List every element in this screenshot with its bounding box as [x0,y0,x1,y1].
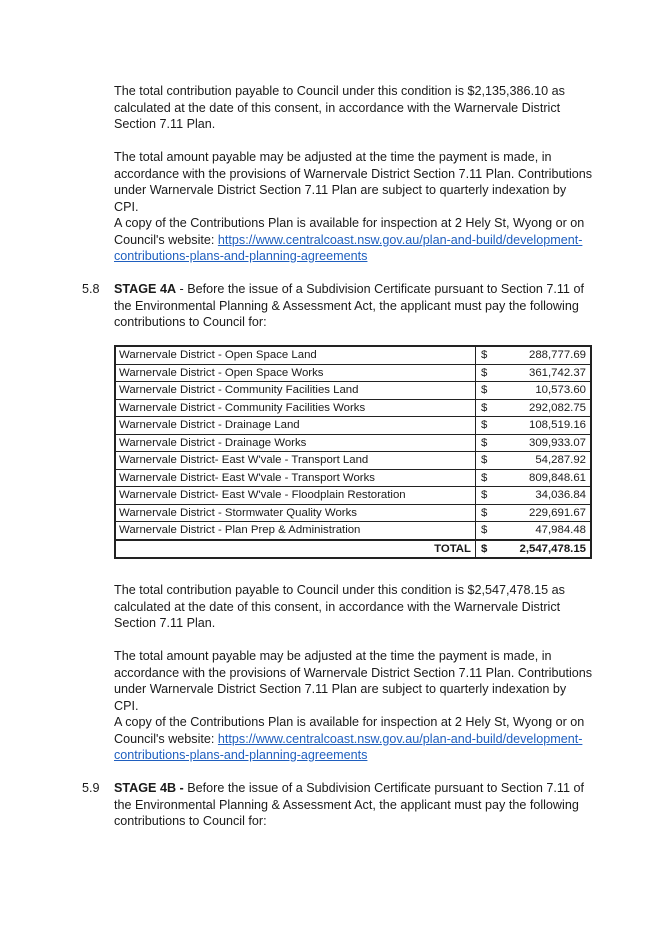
currency-symbol: $ [476,540,503,559]
currency-symbol: $ [476,417,503,435]
contribution-item: Warnervale District - Drainage Land [115,417,476,435]
section-5-9-number: 5.9 [82,781,100,795]
currency-symbol: $ [476,364,503,382]
table-row [115,522,591,540]
table-row [115,364,591,382]
table-row [115,452,591,470]
contribution-amount: 361,742.37 [502,364,591,382]
currency-symbol: $ [476,346,503,364]
contribution-amount: 10,573.60 [502,382,591,400]
table-row [115,399,591,417]
currency-symbol: $ [476,452,503,470]
contribution-item: Warnervale District - Open Space Land [115,346,476,364]
contribution-item: Warnervale District- East W'vale - Floodplain Restoration [115,487,476,505]
section-5-9-stage: STAGE 4B - [114,781,184,795]
section-5-8-number: 5.8 [82,282,100,296]
section-5-8-text: - Before the issue of a Subdivision Certificate pursuant to Section 7.11 of the Environmental Planning & Assessment Act, the applicant must pay the following contributions to Council for: [114,282,584,329]
contribution-amount: 288,777.69 [502,346,591,364]
contribution-item: Warnervale District - Community Facilities Land [115,382,476,400]
top-plan-text: A copy of the Contributions Plan is available for inspection at 2 Hely St, Wyong or on Council's website: [114,216,585,247]
contribution-amount: 229,691.67 [502,504,591,522]
contribution-item: Warnervale District - Community Facilities Works [115,399,476,417]
top-adjustment-paragraph: The total amount payable may be adjusted at the time the payment is made, in accordance with the provisions of Warnervale District Section 7.11 Plan. Contributions under Warnervale District Section 7.11 Plan are subject to quarterly indexation by CPI. [114,150,593,214]
section-5-8-plan-paragraph [114,714,594,764]
contribution-item: Warnervale District - Stormwater Quality Works [115,504,476,522]
section-5-8-total-paragraph: The total contribution payable to Council under this condition is $2,547,478.15 as calculated at the date of this consent, in accordance with the Warnervale District Section 7.11 Plan. [114,583,565,630]
total-amount: 2,547,478.15 [502,540,591,559]
contribution-amount: 47,984.48 [502,522,591,540]
stage-4a-contributions-table [114,345,592,559]
contribution-amount: 292,082.75 [502,399,591,417]
top-plan-paragraph [114,215,594,265]
contribution-item: Warnervale District - Drainage Works [115,434,476,452]
section-5-8-plan-text: A copy of the Contributions Plan is available for inspection at 2 Hely St, Wyong or on Council's website: [114,715,585,746]
section-5-9-text: Before the issue of a Subdivision Certificate pursuant to Section 7.11 of the Environmental Planning & Assessment Act, the applicant must pay the following contributions to Council for: [114,781,584,828]
currency-symbol: $ [476,504,503,522]
currency-symbol: $ [476,434,503,452]
contribution-amount: 809,848.61 [502,469,591,487]
table-row [115,382,591,400]
table-row [115,487,591,505]
contribution-item: Warnervale District - Open Space Works [115,364,476,382]
section-5-8-stage: STAGE 4A [114,282,177,296]
section-5-9-paragraph [114,780,594,830]
section-5-8-adjustment-paragraph: The total amount payable may be adjusted at the time the payment is made, in accordance with the provisions of Warnervale District Section 7.11 Plan. Contributions under Warnervale District Section 7.11 Plan are subject to quarterly indexation by CPI. [114,649,593,713]
table-row [115,417,591,435]
table-row [115,434,591,452]
top-council-website-link[interactable]: https://www.centralcoast.nsw.gov.au/plan-and-build/development-contributions-plans-and-planning-agreements [114,232,583,263]
top-total-paragraph: The total contribution payable to Council under this condition is $2,135,386.10 as calculated at the date of this consent, in accordance with the Warnervale District Section 7.11 Plan. [114,84,565,131]
contribution-item: Warnervale District- East W'vale - Transport Works [115,469,476,487]
total-row [115,540,591,559]
currency-symbol: $ [476,382,503,400]
section-5-8-council-website-link[interactable]: https://www.centralcoast.nsw.gov.au/plan-and-build/development-contributions-plans-and-planning-agreements [114,731,583,762]
contribution-amount: 108,519.16 [502,417,591,435]
contribution-item: Warnervale District- East W'vale - Transport Land [115,452,476,470]
currency-symbol: $ [476,469,503,487]
table-row [115,469,591,487]
currency-symbol: $ [476,487,503,505]
contribution-item: Warnervale District - Plan Prep & Administration [115,522,476,540]
table-row [115,346,591,364]
table-row [115,504,591,522]
section-5-8-paragraph [114,281,594,331]
contribution-amount: 309,933.07 [502,434,591,452]
contribution-amount: 34,036.84 [502,487,591,505]
currency-symbol: $ [476,522,503,540]
currency-symbol: $ [476,399,503,417]
contribution-amount: 54,287.92 [502,452,591,470]
total-label: TOTAL [115,540,476,559]
